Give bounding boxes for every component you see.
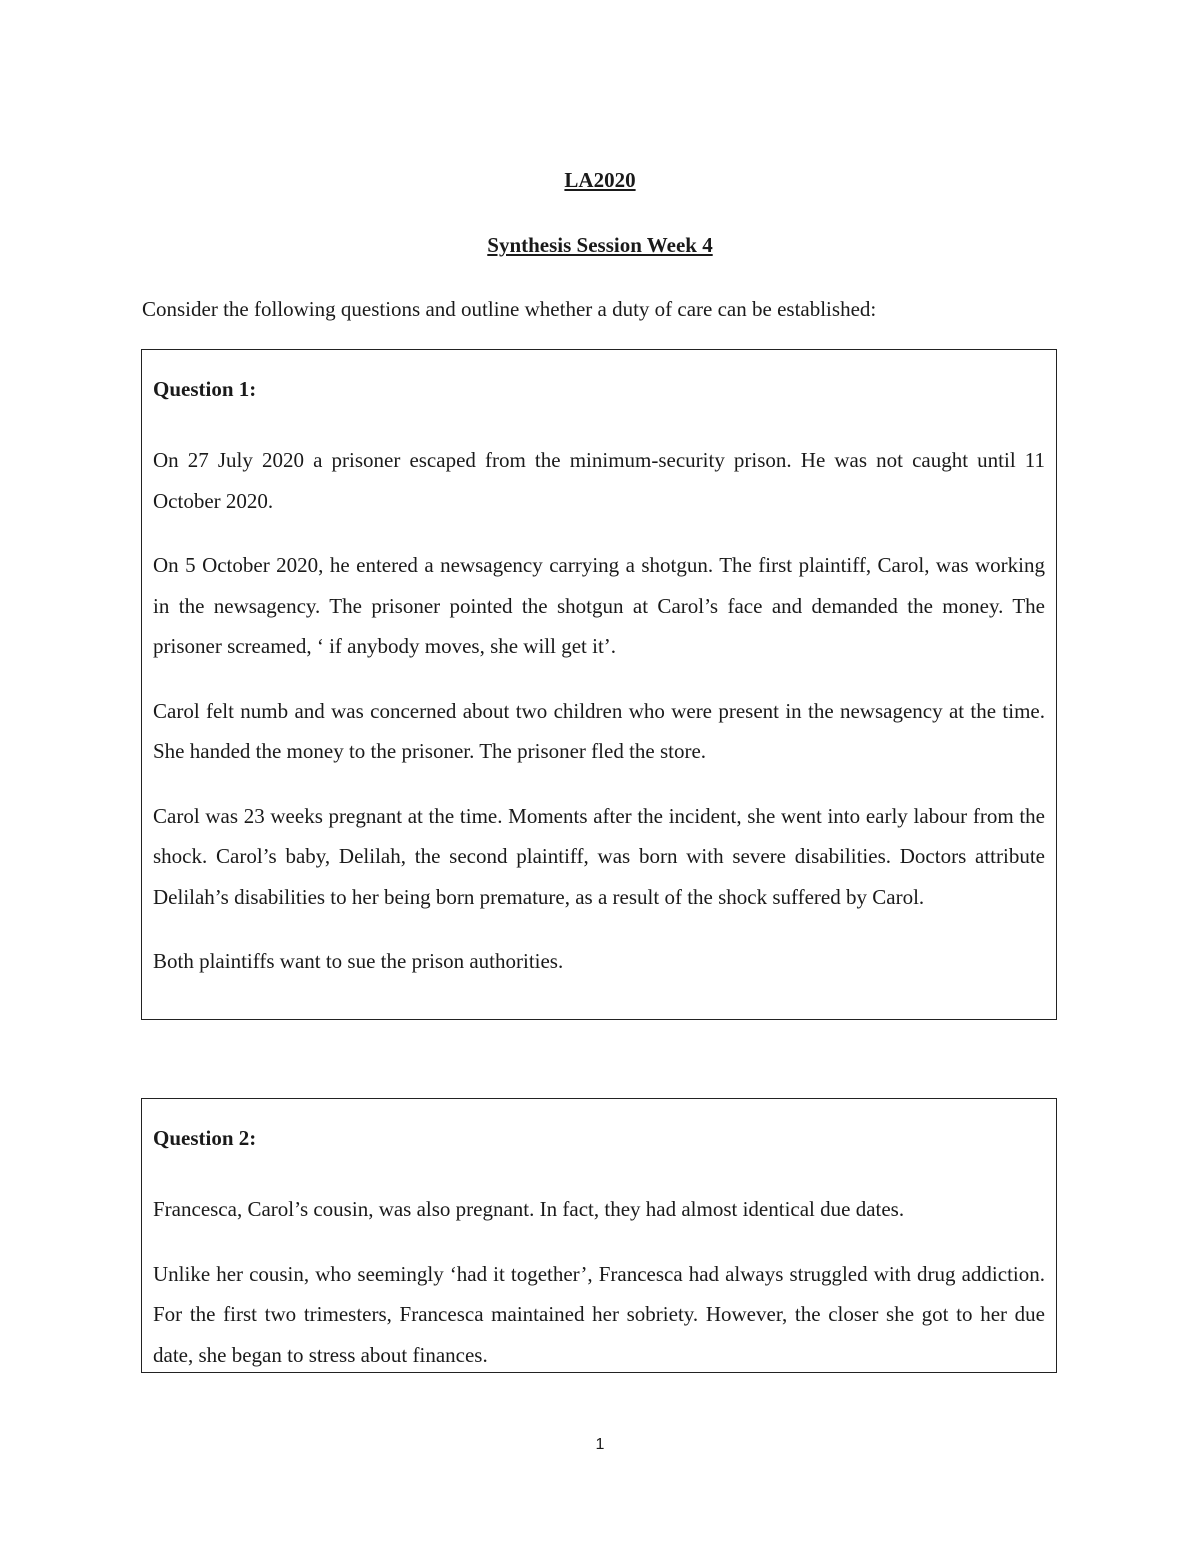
- question-1-box: [141, 349, 1057, 1020]
- question-1-paragraph-3: Carol felt numb and was concerned about two children who were present in the newsagency at the time. She handed the money to the prisoner. The prisoner fled the store.: [153, 698, 1045, 763]
- question-1-paragraph-2: On 5 October 2020, he entered a newsagency carrying a shotgun. The first plaintiff, Carol, was working in the newsagency. The prisoner pointed the shotgun at Carol’s face and demanded the money. The prisoner screamed, ‘ if anybody moves, she will get it’.: [153, 553, 1045, 658]
- question-2-paragraph-2: Unlike her cousin, who seemingly ‘had it together’, Francesca had always struggled with drug addiction. For the first two trimesters, Francesca maintained her sobriety. However, the closer she got to her due date, she began to stress about finances.: [153, 1261, 1045, 1367]
- instructions-text: Consider the following questions and outline whether a duty of care can be established:: [142, 297, 877, 321]
- session-title-heading: Synthesis Session Week 4: [487, 233, 713, 257]
- question-1-paragraph-5: Both plaintiffs want to sue the prison authorities.: [153, 949, 564, 973]
- question-2-heading: Question 2:: [153, 1126, 257, 1150]
- page-number: 1: [595, 1436, 605, 1453]
- question-1-heading: Question 1:: [153, 377, 257, 401]
- question-2-paragraph-1: Francesca, Carol’s cousin, was also pregnant. In fact, they had almost identical due dates.: [153, 1197, 905, 1221]
- course-code-heading: LA2020: [564, 168, 636, 192]
- question-2-box: [141, 1098, 1057, 1373]
- question-1-paragraph-4: Carol was 23 weeks pregnant at the time. Moments after the incident, she went into early labour from the shock. Carol’s baby, Delilah, the second plaintiff, was born with severe disabilities. Doctors attribute Delilah’s disabilities to her being born premature, as a result of the shock suffered by Carol.: [153, 803, 1045, 909]
- question-1-paragraph-1: On 27 July 2020 a prisoner escaped from the minimum-security prison. He was not caught until 11 October 2020.: [153, 448, 1045, 513]
